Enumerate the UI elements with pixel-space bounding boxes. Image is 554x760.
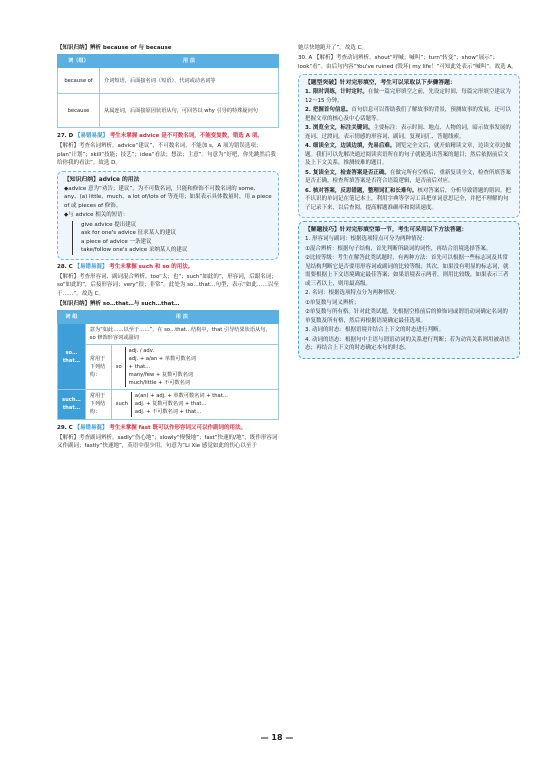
tip-item: 4. 动词的语态：根据句中主语与谓语动词的关系进行判断；若为动宾关系则用被动语态；再结合上下文的时态确定本句的时态。 (305, 336, 510, 352)
question-28 (57, 263, 279, 272)
question-number: 28. C (57, 263, 73, 270)
because-table (57, 54, 279, 128)
table-cell: 常用于下列结构： (85, 345, 111, 390)
box-title: 【知识归纳】advice 的用法 (64, 176, 140, 183)
tip-item: ①混合辨析：根据句子结构，首先判断所缺词的词性，再结合语境选择答案。 (305, 245, 492, 252)
table-header: 词（组） (58, 55, 100, 68)
step-item (305, 187, 513, 213)
box-line: take/follow one's advice 采纳某人的建议 (81, 247, 188, 254)
error-note: 考生未掌握 advice 是不可数名词，不能变复数，错选 A 项。 (109, 133, 263, 140)
step-title: 2. 把握首句信息。 (305, 107, 352, 114)
box-title: 【题型突破】针对完形填空，考生可以采取以下步骤答题： (305, 80, 456, 87)
step-item (305, 169, 513, 186)
table-row (58, 390, 279, 419)
step-title: 3. 浏览全文，标注关键词。 (305, 125, 374, 132)
question-number: 29. C (57, 424, 73, 431)
table-cell: 介词短语，后面接名词（短语）、代词或动名词等 (100, 68, 279, 94)
tag-label: 【易错易混】 (74, 424, 108, 431)
step-text: 在做完所有空格后，重新复读全文，检查所填答案是否正确。检查所填答案是否符合语篇逻辑，是否前后对应。 (305, 169, 511, 185)
step-text: 主要标注：表示时间、地点、人物的词，暗示故事发展的连词、过渡词，表示情感的形容词、副词，复现词汇、答题线索。 (305, 125, 511, 140)
structure-item: a(an) + adj. + 单数可数名词 + that… (134, 393, 228, 400)
tag-label: 【易错易混】 (74, 263, 108, 270)
phrase-list (72, 221, 272, 255)
tip-item: ②单复数与所有格。针对此类试题，先根据空格前后的修饰词或谓语动词确定名词的单复数及所有格，然后再根据语境确定最佳选项。 (305, 309, 508, 324)
so-such-table (57, 310, 279, 420)
question-27 (57, 132, 279, 141)
right-column (298, 44, 520, 362)
knowledge-title-so-such: 【知识归纳】辨析 so…that…与 such…that… (57, 300, 180, 307)
analysis-29-continued: 她尽快地跑开了”。故选 C。 (298, 45, 367, 51)
step-text: 在做一篇完形填空之前，先设定时间，每篇完形填空建议为 12～15 分钟。 (305, 89, 511, 104)
error-note: 考生未掌握 fast 既可以作形容词又可以作副词的用法。 (109, 424, 247, 431)
table-row (58, 323, 279, 344)
step-text: 浏览完全文后，就开始精读文章，边读文章边做题。我们可以先解决通过阅读宾语所在的句子就能选出答案的题目；然后依据前后文及上下文关系，推测较难的题目。 (305, 143, 511, 167)
table-header: 用 法 (85, 310, 278, 323)
tip-item: ②比较等级：考生在解答此类试题时，有两种方法：首先可以根据一些标志词及其常见结构判断它是否要用形容词或副词的比较等级；其次，如果没有明显的标志词，就需要根据上下文语境确定最佳答案；如果语境表示两者，则用比较级，如果表示三者或三者以上，则用最高级。 (305, 255, 509, 287)
advice-knowledge-box (57, 171, 279, 260)
table-cell: 常用于下列结构： (85, 390, 111, 419)
tag-label: 【易错易混】 (74, 133, 108, 140)
table-cell: 从属连词，后面接原因状语从句，可回答以 why 引导的特殊疑问句 (100, 94, 279, 128)
tip-item: 2. 名词：根据选项特点分为两种情况： (305, 290, 400, 297)
step-item (305, 142, 513, 168)
table-cell (111, 345, 278, 390)
step-title: 5. 复读全文，检查答案是否正确。 (305, 169, 390, 176)
table-cell (111, 390, 278, 419)
structure-item: adj. + 不可数名词 + that… (134, 409, 202, 416)
cloze-steps-box (298, 74, 520, 218)
table-cell: because of (58, 68, 100, 94)
analysis-28: 【解析】考查形容词、副词混合辨析。too“太；也”；such“如此的”，形容词，后跟名词；so“如此的”，后接形容词；very“很；非常”。此处为 so…that…句型，表示“如此……以至于……”。故选 C。 (57, 273, 279, 297)
structure-item: adj. + a/an + 单数可数名词 (128, 356, 197, 363)
left-column (57, 44, 279, 452)
analysis-29: 【解析】考查副词辨析。sadly“伤心地”；slowly“慢慢地”；fast“快速的/地”，既作形容词又作副词；fastly“快速地”，英语中很少用。句意为“Li Xie 感觉如此的伤心以至于 (57, 434, 278, 450)
question-29 (57, 424, 279, 433)
structure-item: + that… (128, 364, 151, 371)
box-line: a piece of advice 一条建议 (81, 238, 152, 245)
table-row (58, 94, 279, 128)
question-number: 27. D (57, 133, 74, 140)
cloze-tips-box (298, 221, 520, 359)
step-title: 1. 限时训练，计时定时。 (305, 89, 368, 96)
structure-item: adj. / adv. (128, 348, 155, 355)
box-line: ◆与 advice 相关的短语： (64, 212, 129, 219)
box-title: 【解题技巧】针对完形填空第一节，考生可采用以下方法答题： (305, 227, 468, 234)
step-item (305, 106, 513, 123)
tip-item: 1. 形容词与副词：根据选项特点可分为两种情况： (305, 236, 428, 243)
such-word: such (115, 401, 128, 408)
table-cell: 意为“如此……以至于……”，在 so…that…结构中，that 引导结果状语从句，so 修饰形容词或副词 (85, 323, 278, 344)
knowledge-title-because: 【知识归纳】辨析 because of 与 because (57, 45, 172, 51)
table-cell: such…that… (58, 390, 86, 419)
step-item (305, 88, 513, 105)
analysis-27: 【解析】考查名词辨析。advice“建议”，不可数名词，不能加 s，A 项为错误选项；plan“计划”；skill“技能；技艺”；idea“看法；想法；主意”。句意为“好吧，你先跳然后我给你我的看法”。故选 D。 (57, 143, 276, 167)
table-header: 用 法 (100, 55, 279, 68)
error-note: 考生未掌握 such 和 so 的用法。 (109, 263, 194, 270)
structure-item: much/little + 不可数名词 (128, 380, 191, 387)
table-row (58, 68, 279, 94)
table-header: 词 组 (58, 310, 86, 323)
structure-item: adj. + 复数可数名词 + that… (134, 401, 207, 408)
step-title: 4. 细读全文，边读边填，先易后难。 (305, 143, 396, 150)
table-row (58, 345, 279, 390)
step-text: 首句信息可以帮助我们了解故事的背景，预测故事的发展，还可以把握文章的核心及中心话题等。 (305, 107, 511, 122)
tip-item: ①单复数与词义辨析； (305, 299, 360, 306)
step-text: 核对答案后，分析导致错题的错因。把不认识的单词记在笔记本上，利用字典等学习工具把单词意思记全，并把不理解的句子记录下来，以后查阅，提高解题准确率和阅读速度。 (305, 187, 511, 211)
box-line: ◆advice 意为“劝告；建议”，为不可数名词，只能和修饰不可数名词的 some、any、(a) little、much、a lot of/lots of 等连用；如果表示具体数量时，用 a piece of 或 pieces of 修饰。 (64, 185, 272, 209)
structure-item: many/few + 复数可数名词 (128, 372, 194, 379)
step-item (305, 124, 513, 141)
so-word: so (115, 364, 122, 371)
table-cell: so…that… (58, 323, 86, 389)
step-title: 6. 核对答案，反思错题，整理词汇和长难句。 (305, 187, 418, 194)
tip-item: 3. 动词的时态：根据语境并结合上下文的时态进行判断。 (305, 327, 444, 334)
page-number: — 18 — (260, 733, 294, 742)
question-30: 30. A 【解析】考查动词辨析。shout“呼喊；喊叫”；turn“转变”；show“展示”；look“看”。由后句内容“You've ruined (毁坏) my life！”可知此处表示“喊叫”。故选 A。 (298, 55, 517, 70)
table-cell: because (58, 94, 100, 128)
box-line: ask for one's advice 征求某人的建议 (81, 230, 177, 237)
box-line: give advice 提出建议 (81, 221, 137, 228)
